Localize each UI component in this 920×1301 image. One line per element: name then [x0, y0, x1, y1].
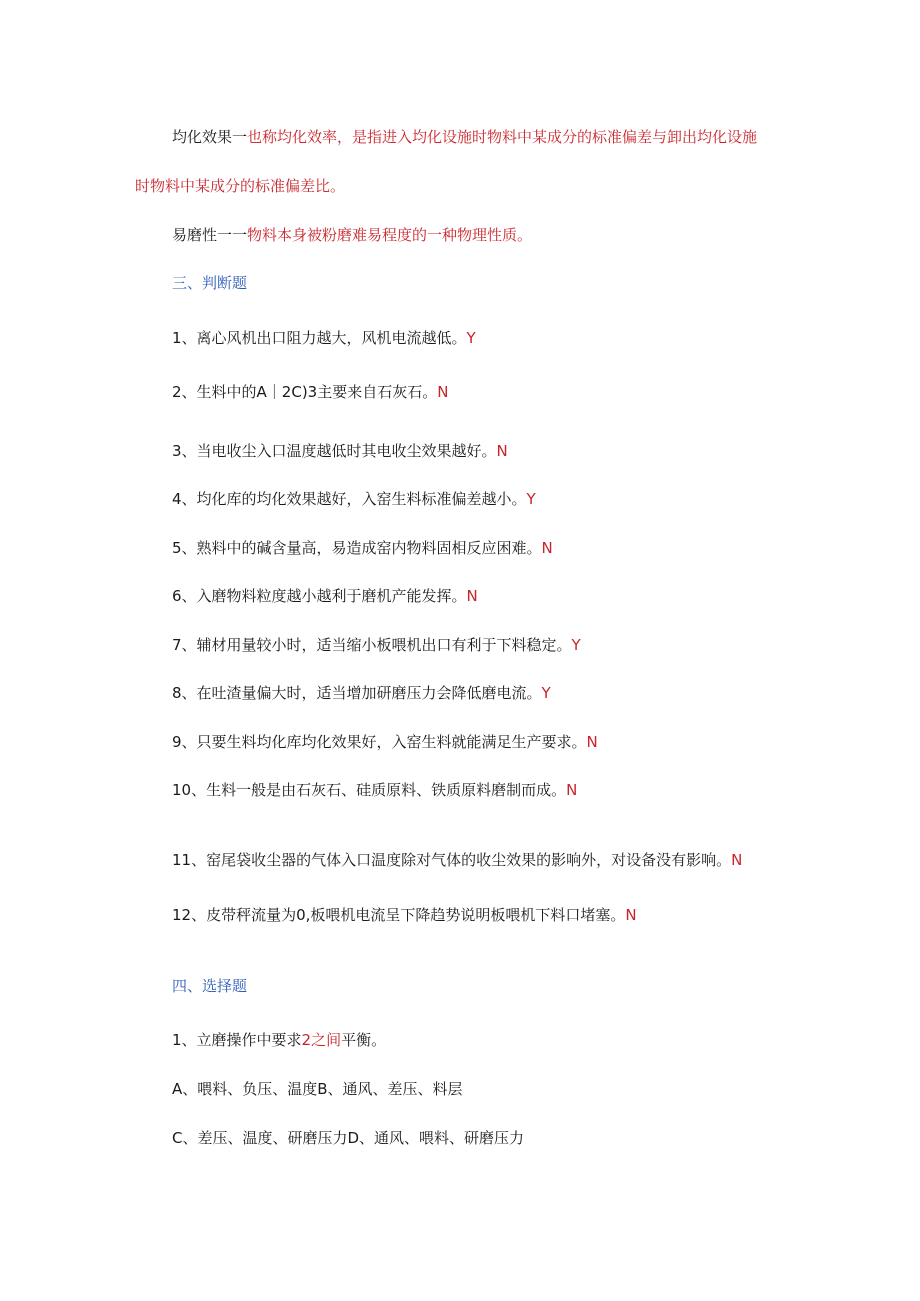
answer-mark: N — [496, 442, 508, 460]
question-text: 9、只要生料均化库均化效果好，入窑生料就能满足生产要求。 — [172, 733, 587, 751]
definition-term: 均化效果一 — [172, 128, 248, 146]
question-text: 7、辅材用量较小时，适当缩小板喂机出口有利于下料稳定。 — [172, 636, 572, 654]
answer-mark: N — [466, 587, 478, 605]
judgement-item — [172, 905, 637, 925]
question-text: 10、生料一般是由石灰石、硅质原料、铁质原料磨制而成。 — [172, 781, 567, 799]
judgement-item — [172, 489, 536, 509]
judgement-item — [172, 382, 448, 402]
question-text: 3、当电收尘入口温度越低时其电收尘效果越好。 — [172, 442, 497, 460]
question-suffix: 平衡。 — [341, 1031, 387, 1049]
section-heading-judgement: 三、判断题 — [172, 274, 248, 292]
judgement-item — [172, 683, 551, 703]
question-text: 6、入磨物料粒度越小越利于磨机产能发挥。 — [172, 587, 467, 605]
answer-mark: N — [625, 906, 637, 924]
judgement-item — [172, 732, 598, 752]
judgement-item — [172, 780, 577, 800]
question-text: 4、均化库的均化效果越好，入窑生料标准偏差越小。 — [172, 490, 527, 508]
definition-homogenization-line2: 时物料中某成分的标准偏差比。 — [135, 177, 346, 195]
judgement-item — [172, 850, 742, 870]
answer-mark: Y — [541, 684, 551, 702]
question-text: 2、生料中的A｜2C)3主要来自石灰石。 — [172, 383, 438, 401]
judgement-item — [172, 635, 581, 655]
question-prefix: 1、立磨操作中要求 — [172, 1031, 302, 1049]
judgement-item — [172, 586, 478, 606]
answer-mark: Y — [466, 329, 476, 347]
question-text: 5、熟料中的碱含量高，易造成窑内物料固相反应困难。 — [172, 539, 542, 557]
choice-question — [172, 1030, 386, 1050]
definition-text: 物料本身被粉磨难易程度的一种物理性质。 — [247, 226, 533, 244]
judgement-item — [172, 538, 553, 558]
definition-text: 也称均化效率，是指进入均化设施时物料中某成分的标准偏差与卸出均化设施 — [247, 128, 758, 146]
question-text: 12、皮带秤流量为0,板喂机电流呈下降趋势说明板喂机下料口堵塞。 — [172, 906, 626, 924]
judgement-item — [172, 328, 476, 348]
answer-mark: N — [566, 781, 578, 799]
answer-mark: Y — [571, 636, 581, 654]
definition-homogenization-line1 — [172, 127, 757, 147]
definition-term: 易磨性一一 — [172, 226, 248, 244]
question-text: 11、窑尾袋收尘器的气体入口温度除对气体的收尘效果的影响外，对设备没有影响。 — [172, 851, 732, 869]
answer-mark: N — [586, 733, 598, 751]
answer-mark: N — [437, 383, 449, 401]
answer-fill: 2之间 — [301, 1031, 342, 1049]
section-heading-choice: 四、选择题 — [172, 977, 248, 995]
question-text: 8、在吐渣量偏大时，适当增加研磨压力会降低磨电流。 — [172, 684, 542, 702]
question-text: 1、离心风机出口阻力越大，风机电流越低。 — [172, 329, 467, 347]
definition-grindability — [172, 225, 532, 245]
answer-mark: N — [731, 851, 743, 869]
judgement-item — [172, 441, 508, 461]
answer-mark: Y — [526, 490, 536, 508]
answer-mark: N — [541, 539, 553, 557]
choice-option-line: C、差压、温度、研磨压力D、通风、喂料、研磨压力 — [172, 1129, 525, 1147]
choice-option-line: A、喂料、负压、温度B、通风、差压、料层 — [172, 1080, 463, 1098]
